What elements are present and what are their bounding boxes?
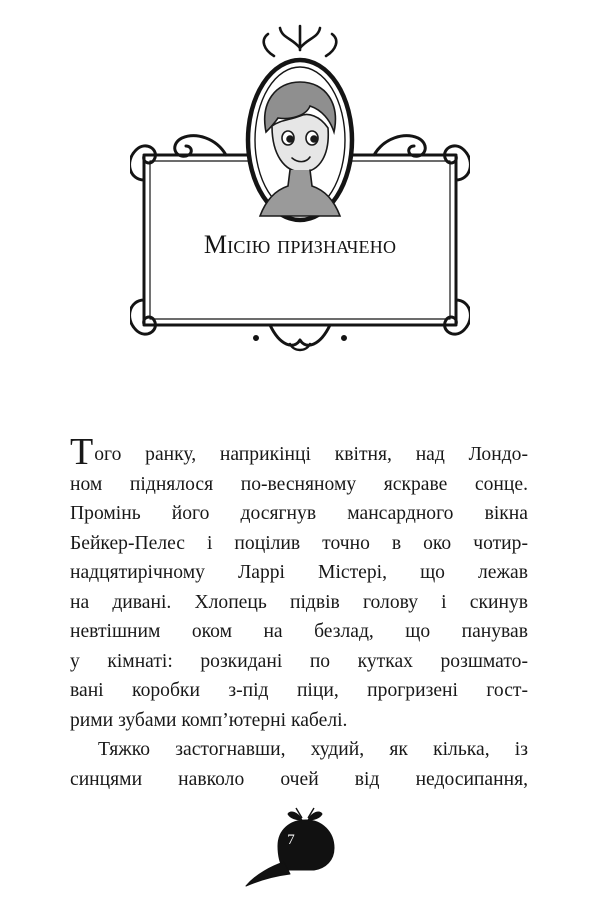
text-line: надцятирічному Ларрі Містері, що лежав [70, 562, 528, 583]
text-line: синцями навколо очей від недосипання, [70, 768, 528, 790]
drop-cap-letter: Т [70, 431, 94, 473]
text-line: невтішним оком на безлад, що панував [70, 621, 528, 642]
text-line: рими зубами комп’ютерні кабелі. [70, 709, 348, 731]
text-line-content: ого ранку, наприкінці квітня, над Лондо- [94, 444, 528, 465]
text-line: Тяжко застогнавши, худий, як кілька, із [98, 739, 528, 760]
text-line [70, 431, 528, 473]
text-line: Бейкер-Пелес і поцілив точно в око чотир- [70, 532, 528, 554]
text-line: Промінь його досягнув мансардного вікна [70, 503, 528, 524]
text-line: вані коробки з-під піци, прогризені гост- [70, 680, 528, 701]
chapter-frame-illustration [130, 20, 470, 360]
page-number: 7 [287, 832, 295, 848]
text-line: ном піднялося по-весняному яскраве сонце. [70, 473, 528, 495]
chapter-title: Місію призначено [203, 230, 397, 259]
text-line: у кімнаті: розкидані по кутках розшмато- [70, 650, 528, 672]
chapter-body-text [70, 431, 528, 794]
text-line: на дивані. Хлопець підвів голову і скинув [70, 591, 528, 613]
